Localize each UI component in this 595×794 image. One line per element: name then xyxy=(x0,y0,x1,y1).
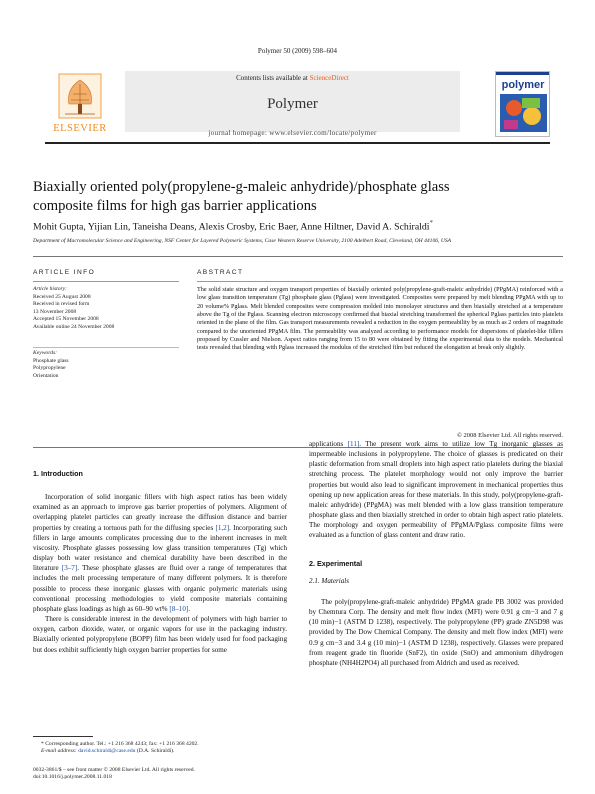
corresponding-author-mark[interactable]: * xyxy=(429,219,434,227)
cover-title: polymer xyxy=(501,79,545,91)
divider xyxy=(33,256,563,257)
journal-cover-thumbnail xyxy=(495,71,550,137)
elsevier-logo-text: ELSEVIER xyxy=(53,123,107,134)
homepage-link[interactable]: www.elsevier.com/locate/polymer xyxy=(269,129,377,137)
header-band xyxy=(125,71,460,132)
article-title xyxy=(33,178,563,216)
keywords-label: Keywords: xyxy=(33,350,58,356)
journal-header xyxy=(45,69,550,141)
keywords xyxy=(33,350,179,380)
contents-prefix: Contents lists available at xyxy=(236,74,310,82)
journal-title: Polymer xyxy=(267,96,318,112)
corresponding-author-note: * Corresponding author. Tel.: +1 216 368 4243; fax: +1 216 368 4202. xyxy=(41,741,199,747)
citation-link[interactable]: [8–10] xyxy=(169,604,189,613)
journal-homepage xyxy=(125,129,460,137)
text-run: . xyxy=(188,604,191,613)
divider xyxy=(197,281,563,282)
history-label: Article history: xyxy=(33,286,68,292)
paragraph: There is considerable interest in the development of polymers with high barrier to oxygen, carbon dioxide, water, or organic vapors for use in the packaging industry. Biaxially oriented polypropylene (BOPP) film has been widely used for food packaging but does exhibit sufficiently high oxygen barrier properties for some xyxy=(33,615,287,654)
journal-reference: Polymer 50 (2009) 598–604 xyxy=(257,47,338,55)
citation-link[interactable]: [3–7] xyxy=(61,564,78,573)
body-column-right xyxy=(309,439,563,668)
text-run: applications xyxy=(309,440,348,448)
footnote-rule xyxy=(33,736,93,737)
email-link[interactable]: david.schiraldi@case.edu xyxy=(78,748,136,755)
article-info-heading: ARTICLE INFO xyxy=(33,269,96,276)
text-run: . These phosphate glasses are fluid over a range of temperatures that includes the melt processing temperature of many different polymers. It is therefore possible to process these inorganic glasses with organic polymeric materials using conventional processing methodologies to yield composite materials containing phosphate glass loadings as high as 60–90 wt% xyxy=(33,564,287,613)
history-item: 13 November 2008 xyxy=(33,308,77,315)
citation-link[interactable]: [11] xyxy=(347,440,360,448)
history-item: Accepted 15 November 2008 xyxy=(33,316,99,323)
footnote xyxy=(33,741,287,756)
spacer xyxy=(309,541,563,551)
citation-link[interactable]: [1,2] xyxy=(215,523,230,532)
article-history xyxy=(33,286,179,332)
email-label: E-mail address: xyxy=(41,748,79,755)
history-item: Received in revised form xyxy=(33,301,90,308)
paragraph xyxy=(309,439,563,541)
keyword-item: Phosphate glass xyxy=(33,357,69,364)
text-run: Incorporation of solid inorganic fillers with high aspect ratios has been widely examined as an approach to improve gas barrier properties of polymers. Alignment of overlapping platelet particles can greatly increase the diffusion distance and barrier properties by creating a tortuous path for the diffusing species xyxy=(33,493,287,532)
title-line-2: composite films for high gas barrier applications xyxy=(33,198,317,214)
body-column-left xyxy=(33,469,287,655)
subsection-heading-materials: 2.1. Materials xyxy=(309,576,349,585)
elsevier-logo xyxy=(45,72,115,136)
history-item: Available online 24 November 2008 xyxy=(33,323,115,330)
keyword-item: Polypropylene xyxy=(33,365,66,372)
issn-line: 0032-3861/$ – see front matter © 2008 Elsevier Ltd. All rights reserved. xyxy=(33,767,195,773)
issn-doi xyxy=(33,767,287,782)
header-rule xyxy=(45,142,550,144)
author-list xyxy=(33,219,563,232)
divider xyxy=(33,347,179,348)
abstract-heading: ABSTRACT xyxy=(197,269,244,276)
title-line-1: Biaxially oriented poly(propylene-g-maleic anhydride)/phosphate glass xyxy=(33,179,450,195)
history-item: Received 25 August 2008 xyxy=(33,293,91,300)
copyright: © 2008 Elsevier Ltd. All rights reserved. xyxy=(456,432,563,439)
paragraph xyxy=(33,492,287,614)
contents-line xyxy=(125,74,460,82)
email-suffix: (D.A. Schiraldi). xyxy=(135,748,175,755)
homepage-prefix: journal homepage: xyxy=(208,129,270,137)
divider xyxy=(33,281,179,282)
text-run: . The present work aims to utilize low Tg inorganic glasses as impermeable inclusions in polypropylene. The choice of glasses is predicated on their plastic deformation from small droplets into high aspect ratio platelets during the biaxial stretching process. The platelet morphology would not only improve the barrier properties but would also lead to significant improvement in mechanical properties thus opening up new application areas for these materials. In this study, poly(propylene-graft-maleic anhydride) (PPgMA) was melt blended with a low glass transition temperature phosphate glass and then biaxially stretched in order to obtain high aspect ratio platelets. The morphology and oxygen permeability of PPgMA/Pglass composite films were evaluated as a function of glass content and draw ratio. xyxy=(309,440,563,540)
sciencedirect-link[interactable]: ScienceDirect xyxy=(309,74,349,82)
abstract-text: The solid state structure and oxygen transport properties of biaxially oriented poly(propylene-graft-maleic anhydride) (PPgMA) reinforced with a low glass transition temperature (Tg) phosphate glass (Pglass) were investigated. Composites were prepared by melt blending PPgMA with up to 20 volume% Pglass. Melt blended composites were compression molded into monolayer structures and then biaxially stretched at a temperature above the Tg of the Pglass. Scanning electron microscopy confirmed that biaxial stretching transformed the spherical Pglass particles into platelets oriented in the plane of the film. Gas transport measurements revealed a reduction in the oxygen permeability by as much as 2 orders of magnitude compared to the unoriented PPgMA film. The permeability was analyzed according to performance models for dispersions of platelet-like fillers proposed by Cussler and Nielson. Aspect ratios ranging from 15 to 80 were obtained by fitting the experimental data to the models. Mechanical tests revealed that blending with Pglass increased the modulus of the stretched film but reduced the elongation at break only slightly. xyxy=(197,286,563,352)
affiliation: Department of Macromolecular Science and Engineering, NSF Center for Layered Polymeric Systems, Case Western Reserve University, 2100 Adelbert Road, Cleveland, OH 44106, USA xyxy=(33,238,452,244)
doi-line[interactable]: doi:10.1016/j.polymer.2008.11.018 xyxy=(33,774,112,781)
keyword-item: Orientation xyxy=(33,372,59,379)
paragraph: The poly(propylene-graft-maleic anhydride) PPgMA grade PB 3002 was provided by Chemtura Corp. The density and melt flow index (MFI) were 0.91 g cm−3 and 7 g (10 min)−1 (ASTM D 1238), respectively. The polypropylene (PP) grade ZN5D98 was provided by The Dow Chemical Company. The density and melt flow index (MFI) were 0.9 g cm−3 and 3.4 g (10 min)−1 (ASTM D 1238), respectively. Glasses were prepared from reagent grade tin fluoride (SnF2), tin oxide (SnO) and ammonium dihydrogen phosphate (NH4H2PO4) all purchased from Aldrich and used as received. xyxy=(309,597,563,667)
authors-text: Mohit Gupta, Yijian Lin, Taneisha Deans, Alexis Crosby, Eric Baer, Anne Hiltner, David A. Schiraldi xyxy=(33,221,430,233)
text-run: . Incorporating such fillers in large amounts complicates processing due to the inherent increases in melt viscosity. Phosphate glasses possessing low glass transition temperatures (Tg) which display both water resistance and chemical durability have been described in the literature xyxy=(33,523,287,573)
section-heading-introduction: 1. Introduction xyxy=(33,469,83,478)
section-heading-experimental: 2. Experimental xyxy=(309,558,363,568)
email-note xyxy=(33,748,287,755)
